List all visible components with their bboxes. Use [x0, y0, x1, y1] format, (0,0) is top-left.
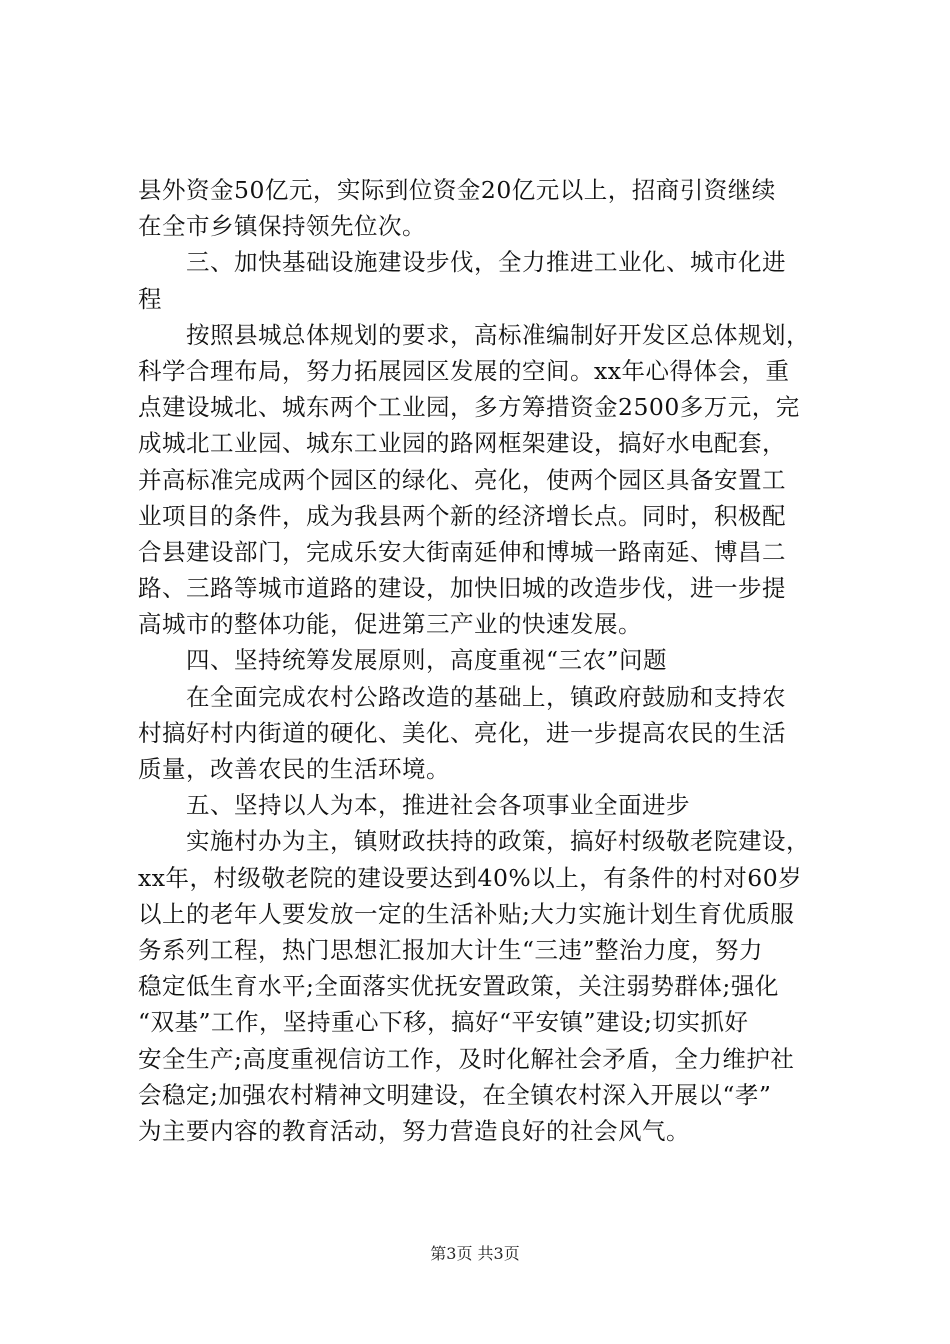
text-line: 在全市乡镇保持领先位次。: [138, 212, 426, 241]
text-line: 路、三路等城市道路的建设，加快旧城的改造步伐，进一步提: [138, 574, 786, 603]
text-line: 务系列工程，热门思想汇报加大计生“三违”整治力度，努力: [138, 935, 764, 964]
text-line: 为主要内容的教育活动，努力营造良好的社会风气。: [138, 1116, 690, 1145]
text-line: xx年，村级敬老院的建设要达到40%以上，有条件的村对60岁: [138, 863, 803, 892]
text-line: 成城北工业园、城东工业园的路网框架建设，搞好水电配套，: [138, 429, 786, 458]
text-line: 在全面完成农村公路改造的基础上，镇政府鼓励和支持农: [186, 682, 786, 711]
page-number-footer: 第3页 共3页: [430, 1244, 520, 1263]
text-line: 稳定低生育水平;全面落实优抚安置政策，关注弱势群体;强化: [138, 972, 779, 1001]
text-line: 点建设城北、城东两个工业园，多方筹措资金2500多万元，完: [138, 393, 800, 422]
text-line: 高城市的整体功能，促进第三产业的快速发展。: [138, 610, 642, 639]
text-line: 实施村办为主，镇财政扶持的政策，搞好村级敬老院建设，: [186, 827, 810, 856]
section-heading: 三、加快基础设施建设步伐，全力推进工业化、城市化进: [186, 248, 786, 277]
text-line: 并高标准完成两个园区的绿化、亮化，使两个园区具备安置工: [138, 465, 786, 494]
text-line: 安全生产;高度重视信访工作，及时化解社会矛盾，全力维护社: [138, 1044, 795, 1073]
section-heading: 四、坚持统筹发展原则，高度重视“三农”问题: [186, 646, 668, 675]
text-line: 科学合理布局，努力拓展园区发展的空间。xx年心得体会，重: [138, 356, 790, 385]
text-line: 以上的老年人要发放一定的生活补贴;大力实施计划生育优质服: [138, 899, 795, 928]
section-heading: 五、坚持以人为本，推进社会各项事业全面进步: [186, 791, 690, 820]
section-heading-continuation: 程: [138, 284, 162, 313]
text-line: 按照县城总体规划的要求，高标准编制好开发区总体规划，: [186, 320, 810, 349]
document-body: [138, 172, 838, 1149]
text-line: 会稳定;加强农村精神文明建设，在全镇农村深入开展以“孝”: [138, 1080, 772, 1109]
text-line: 合县建设部门，完成乐安大街南延伸和博城一路南延、博昌二: [138, 537, 786, 566]
text-line: “双基”工作，坚持重心下移，搞好“平安镇”建设;切实抓好: [138, 1008, 749, 1037]
text-line: 质量，改善农民的生活环境。: [138, 755, 450, 783]
text-line: 县外资金50亿元，实际到位资金20亿元以上，招商引资继续: [138, 176, 776, 204]
text-line: 村搞好村内街道的硬化、美化、亮化，进一步提高农民的生活: [138, 718, 786, 747]
text-line: 业项目的条件，成为我县两个新的经济增长点。同时，积极配: [138, 501, 786, 530]
